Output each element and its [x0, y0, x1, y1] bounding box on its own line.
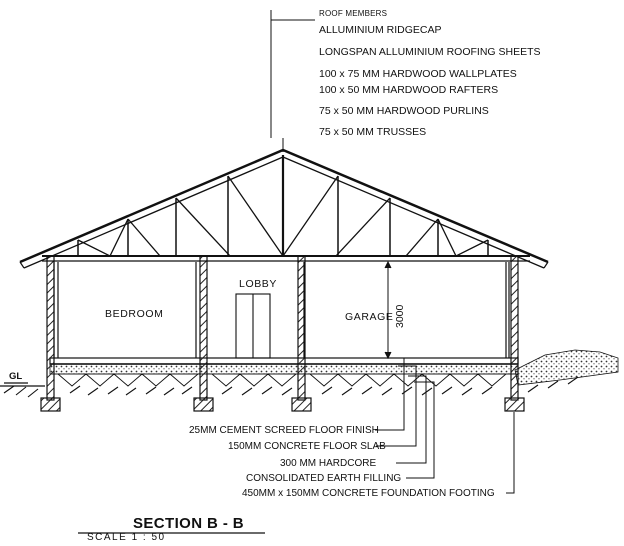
section-title: SECTION B - B	[133, 515, 245, 532]
roof-member-purlins: 75 x 50 MM HARDWOOD PURLINS	[319, 105, 489, 117]
note-hardcore: 300 MM HARDCORE	[280, 458, 377, 469]
room-label-bedroom: BEDROOM	[105, 308, 164, 320]
height-dimension	[385, 262, 391, 358]
note-earth-filling: CONSOLIDATED EARTH FILLING	[246, 473, 402, 484]
note-foundation-footing: 450MM x 150MM CONCRETE FOUNDATION FOOTING	[242, 488, 495, 499]
roof-member-ridgecap: ALLUMINIUM RIDGECAP	[319, 24, 442, 36]
roof-member-roofing-sheets: LONGSPAN ALLUMINIUM ROOFING SHEETS	[319, 46, 541, 58]
floor-slab	[50, 358, 518, 386]
height-dimension-text: 3000	[394, 304, 406, 328]
roof-member-trusses: 75 x 50 MM TRUSSES	[319, 126, 427, 138]
ground-level-label: GL	[9, 371, 23, 382]
scale-label: SCALE 1 : 50	[87, 532, 166, 543]
roof-member-rafters: 100 x 50 MM HARDWOOD RAFTERS	[319, 84, 499, 96]
roof-member-wallplates: 100 x 75 MM HARDWOOD WALLPLATES	[319, 68, 517, 80]
note-floor-finish: 25MM CEMENT SCREED FLOOR FINISH	[189, 425, 379, 436]
roof-truss	[20, 150, 548, 268]
lobby-door	[236, 294, 270, 358]
note-floor-slab: 150MM CONCRETE FLOOR SLAB	[228, 441, 386, 452]
room-label-garage: GARAGE	[345, 311, 394, 323]
roof-members-heading: ROOF MEMBERS	[319, 9, 388, 18]
room-label-lobby: LOBBY	[239, 278, 278, 290]
roof-members-leader	[271, 10, 315, 152]
